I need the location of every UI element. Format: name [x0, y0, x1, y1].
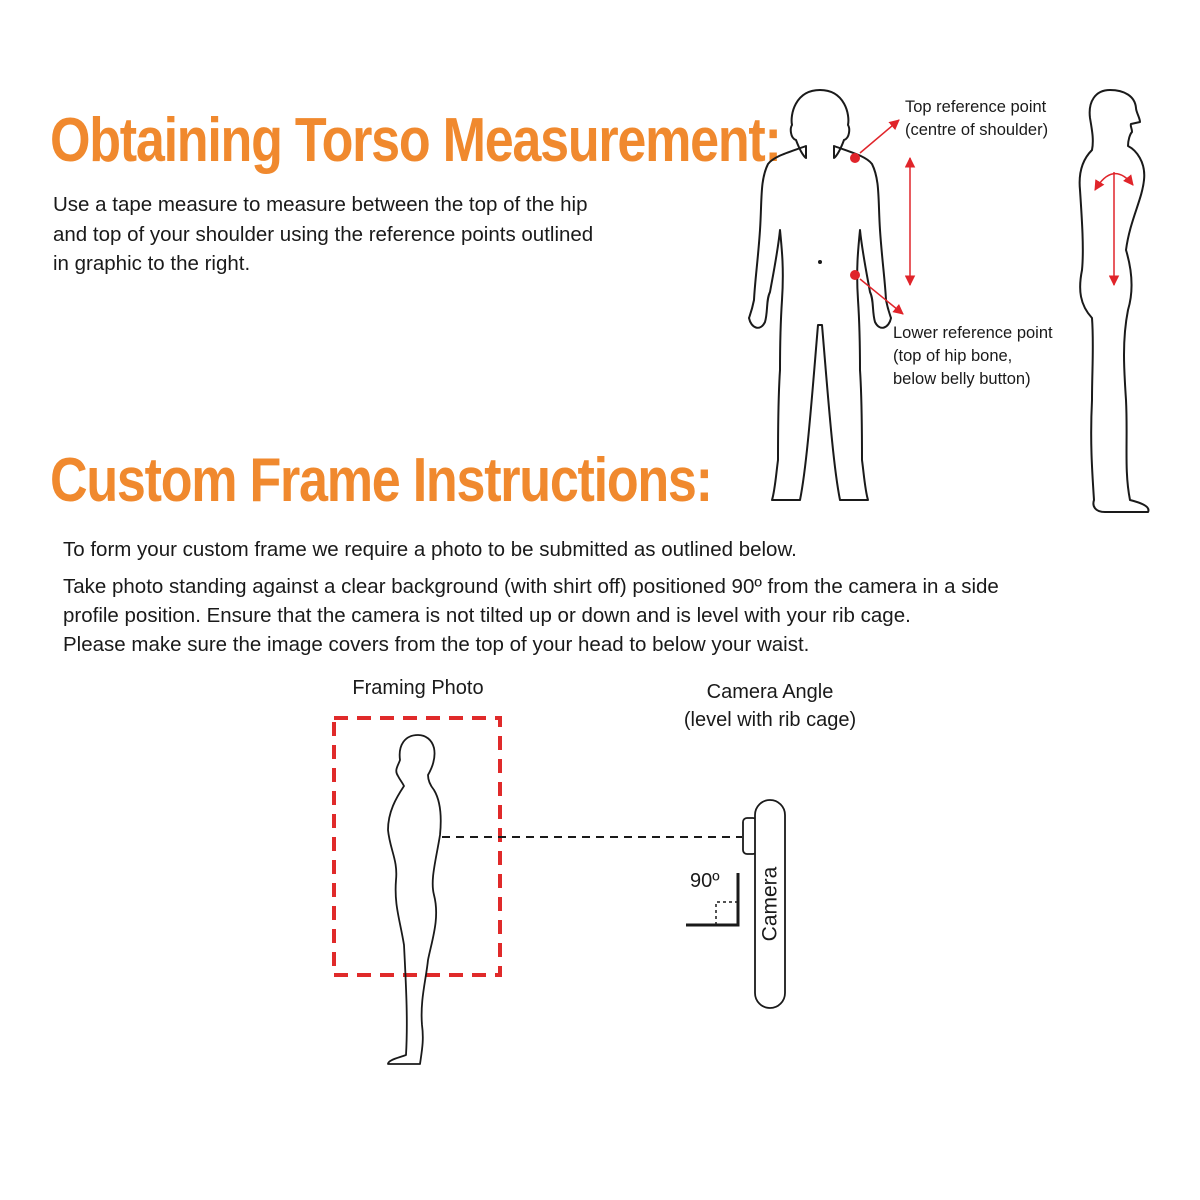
custom-frame-intro: To form your custom frame we require a photo to be submitted as outlined below. — [63, 538, 797, 561]
top-reference-pointer — [860, 120, 899, 153]
angle-label: 90º — [690, 870, 720, 892]
framing-photo-box — [334, 718, 500, 975]
front-body-outline — [749, 90, 891, 500]
framing-photo-label: Framing Photo — [352, 677, 484, 699]
lower-reference-label-line: below belly button) — [893, 370, 1031, 388]
instruction-line: Take photo standing against a clear background (with shirt off) positioned 90º from the camera in a side — [63, 575, 999, 598]
torso-measurement-title: Obtaining Torso Measurement: — [50, 106, 781, 175]
torso-instructions-line: Use a tape measure to measure between the top of the hip — [53, 193, 588, 216]
custom-frame-title: Custom Frame Instructions: — [50, 446, 712, 515]
lower-reference-point-marker — [850, 270, 860, 280]
top-reference-point-marker — [850, 153, 860, 163]
torso-instructions-line: in graphic to the right. — [53, 252, 251, 275]
camera-angle-label-line: Camera Angle — [706, 681, 834, 703]
lower-reference-pointer — [860, 279, 903, 314]
camera-angle-label-line: (level with rib cage) — [683, 709, 857, 731]
top-reference-label-line: Top reference point — [905, 98, 1047, 116]
side-body-outline — [1080, 90, 1149, 512]
top-reference-label-line: (centre of shoulder) — [905, 121, 1049, 139]
bottom-side-body-figure — [388, 735, 441, 1064]
bottom-side-body-outline — [388, 735, 441, 1064]
lower-reference-label-line: (top of hip bone, — [893, 347, 1013, 365]
instruction-line: Please make sure the image covers from the top of your head to below your waist. — [63, 633, 810, 656]
side-body-figure — [1080, 90, 1149, 512]
belly-button-dot — [818, 260, 822, 264]
right-angle-dotted — [716, 902, 738, 925]
side-reference-markers — [1095, 172, 1133, 285]
instruction-line: profile position. Ensure that the camera is not tilted up or down and is level with your rib cage. — [63, 604, 911, 627]
torso-instructions-line: and top of your shoulder using the reference points outlined — [53, 222, 594, 246]
lower-reference-label-line: Lower reference point — [893, 324, 1053, 342]
front-body-figure — [749, 90, 891, 500]
camera-label: Camera — [758, 866, 782, 942]
